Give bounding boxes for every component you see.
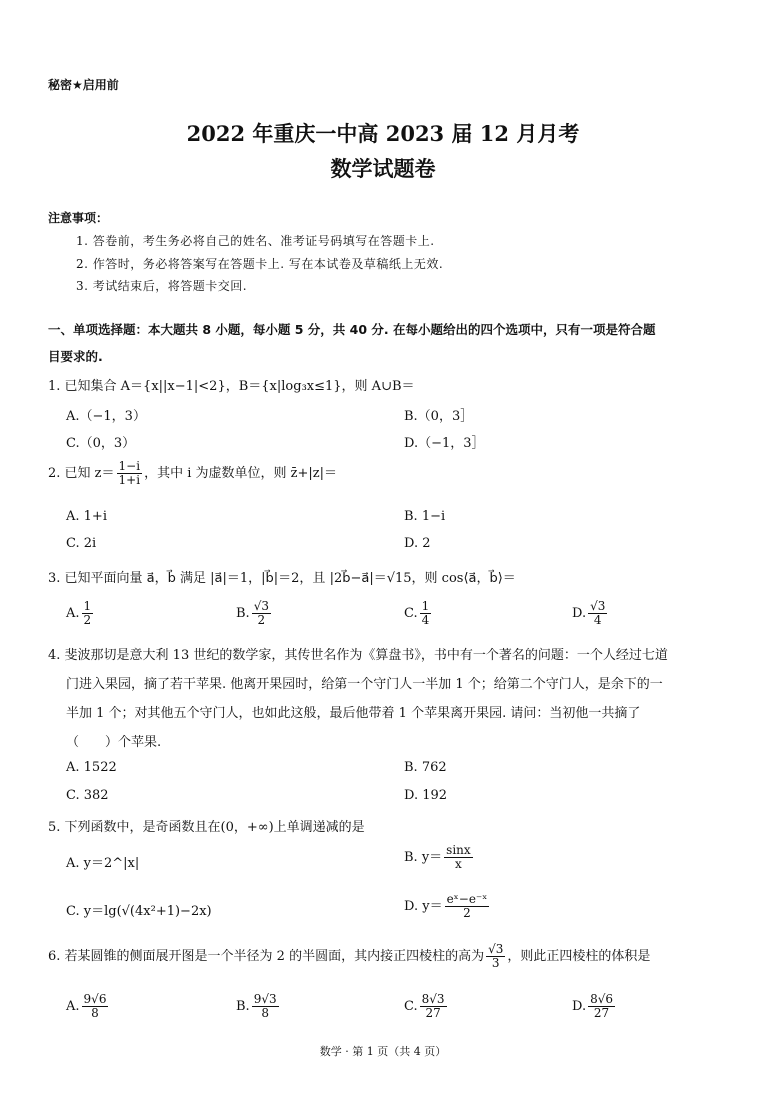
q6-d-label: D. [572, 999, 587, 1015]
q2-fraction [117, 460, 143, 487]
q1-option-b: B.（0，3］ [404, 409, 474, 424]
notice-item: 2. 作答时，务必将答案写在答题卡上. 写在本试卷及草稿纸上无效. [76, 257, 444, 271]
question-3-stem: 3. 已知平面向量 a⃗，b⃗ 满足 |a⃗|＝1，|b⃗|＝2，且 |2b⃗−a⃗|＝√15，则 cos⟨a⃗，b⃗⟩＝ [48, 571, 516, 586]
question-5-stem: 5. 下列函数中，是奇函数且在(0，+∞)上单调递减的是 [48, 820, 365, 835]
q2-option-b: B. 1−i [404, 509, 446, 524]
q6-option-a [66, 993, 110, 1020]
q5-b-num: sinx [446, 843, 471, 857]
q6-b-label: B. [236, 999, 250, 1015]
notice-item: 1. 答卷前，考生务必将自己的姓名、准考证号码填写在答题卡上. [76, 234, 435, 248]
q2-option-d: D. 2 [404, 536, 431, 551]
q3-a-fraction [82, 600, 94, 627]
q4-option-b: B. 762 [404, 760, 447, 775]
page-footer: 数学 · 第 1 页（共 4 页） [319, 1045, 447, 1058]
q3-b-den: 2 [257, 613, 266, 628]
q3-a-num: 1 [83, 599, 92, 613]
q6-suffix: ，则此正四棱柱的体积是 [507, 949, 651, 965]
section-heading: 一、单项选择题：本大题共 8 小题，每小题 5 分，共 40 分. 在每小题给出的四个选项中，只有一项是符合题 [48, 322, 656, 337]
q3-d-fraction [588, 600, 607, 627]
q6-a-num: 9√6 [83, 992, 107, 1006]
q3-d-num: √3 [590, 599, 606, 613]
confidential-label: 秘密★启用前 [48, 78, 119, 92]
q6-option-c [404, 993, 449, 1020]
q5-d-fraction [445, 893, 490, 920]
q5-b-prefix: B. y＝ [404, 850, 443, 866]
q6-b-num: 9√3 [253, 992, 277, 1006]
q3-d-label: D. [572, 606, 587, 622]
question-4-line: 4. 斐波那切是意大利 13 世纪的数学家，其传世名作为《算盘书》，书中有一个著名的问题：一个人经过七道 [48, 648, 668, 663]
q6-c-num: 8√3 [421, 992, 445, 1006]
q6-option-b [236, 993, 281, 1020]
q5-b-den: x [455, 857, 462, 872]
q2-suffix: ，其中 i 为虚数单位，则 z̄+|z|＝ [144, 466, 337, 482]
question-4-line: （ ）个苹果. [66, 735, 162, 750]
q6-d-den: 27 [593, 1006, 610, 1021]
q4-option-c: C. 382 [66, 788, 109, 803]
q4-option-d: D. 192 [404, 788, 448, 803]
question-6-stem [48, 943, 650, 970]
q6-option-d [572, 993, 617, 1020]
q5-d-den: 2 [463, 906, 471, 921]
q3-b-num: √3 [253, 599, 269, 613]
q3-c-den: 4 [421, 613, 430, 628]
q5-d-num: eˣ−e⁻ˣ [446, 892, 488, 906]
q6-c-label: C. [404, 999, 418, 1015]
q2-option-a: A. 1+i [66, 509, 107, 524]
q6-frac-den: 3 [491, 956, 500, 971]
q3-option-a [66, 600, 95, 627]
q5-option-d [404, 893, 491, 920]
q3-c-num: 1 [421, 599, 430, 613]
q3-b-fraction [252, 600, 271, 627]
q6-b-den: 8 [261, 1006, 269, 1021]
question-4-line: 门进入果园，摘了若干苹果. 他离开果园时，给第一个守门人一半加 1 个；给第二个守门人，是余下的一 [66, 677, 663, 692]
exam-subtitle: 数学试题卷 [330, 156, 436, 181]
q3-c-fraction [420, 600, 432, 627]
notice-item: 3. 考试结束后，将答题卡交回. [76, 279, 248, 293]
notice-heading: 注意事项： [48, 211, 109, 225]
q6-c-fraction [420, 993, 447, 1020]
q1-option-a: A.（−1，3） [66, 409, 146, 424]
q5-option-a: A. y＝2^|x| [66, 856, 140, 871]
q6-c-den: 27 [425, 1006, 441, 1021]
question-1-stem: 1. 已知集合 A＝{x||x−1|<2}，B＝{x|log₃x≤1}，则 A∪B＝ [48, 379, 415, 394]
q2-prefix: 2. 已知 z＝ [48, 466, 115, 482]
section-heading-cont: 目要求的. [48, 349, 103, 364]
question-4-line: 半加 1 个；对其他五个守门人，也如此这般，最后他带着 1 个苹果离开果园. 请问：当初他一共摘了 [66, 706, 641, 721]
q6-prefix: 6. 若某圆锥的侧面展开图是一个半径为 2 的半圆面，其内接正四棱柱的高为 [48, 949, 485, 965]
q6-d-num: 8√6 [590, 992, 614, 1006]
q5-option-b [404, 844, 475, 871]
q5-b-fraction [444, 844, 473, 871]
q3-option-b [236, 600, 273, 627]
q6-fraction [486, 943, 505, 970]
q3-c-label: C. [404, 606, 418, 622]
q6-a-fraction [82, 993, 109, 1020]
q3-b-label: B. [236, 606, 250, 622]
q3-d-den: 4 [593, 613, 602, 628]
q1-option-d: D.（−1，3］ [404, 436, 485, 451]
q2-frac-num: 1−i [118, 459, 141, 473]
q6-b-fraction [252, 993, 279, 1020]
q3-a-label: A. [66, 606, 80, 622]
q2-frac-den: 1+i [118, 473, 141, 488]
q5-option-c: C. y＝lg(√(4x²+1)−2x) [66, 904, 212, 919]
q2-option-c: C. 2i [66, 536, 97, 551]
q6-frac-num: √3 [488, 942, 504, 956]
q3-option-c [404, 600, 433, 627]
q1-option-c: C.（0，3） [66, 436, 136, 451]
q5-d-prefix: D. y＝ [404, 899, 443, 915]
q4-option-a: A. 1522 [66, 760, 117, 775]
q6-a-den: 8 [91, 1006, 99, 1021]
q6-a-label: A. [66, 999, 80, 1015]
q3-a-den: 2 [83, 613, 92, 628]
q6-d-fraction [588, 993, 615, 1020]
question-2-stem [48, 460, 337, 487]
exam-title: 2022 年重庆一中高 2023 届 12 月月考 [186, 121, 580, 146]
q3-option-d [572, 600, 609, 627]
